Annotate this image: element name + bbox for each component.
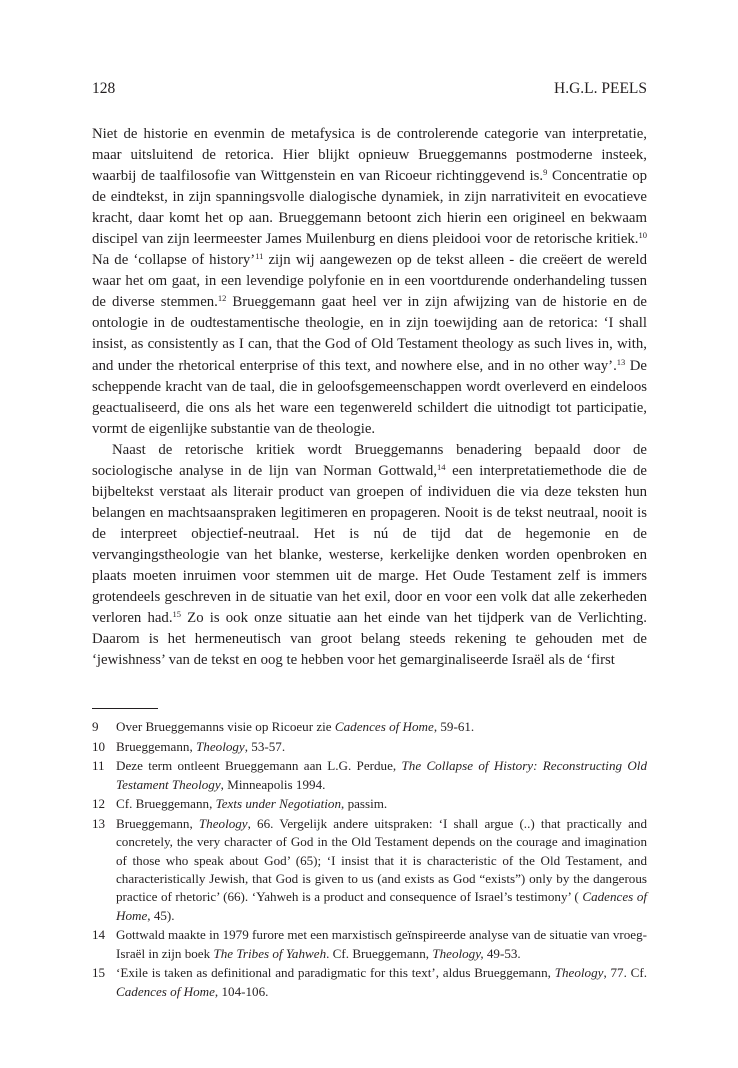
text-run: Brueggemann,: [116, 815, 199, 831]
footnote-number: 11: [92, 758, 105, 774]
footnote: [92, 815, 647, 925]
footnote: [92, 926, 647, 963]
italic-title: Texts under Negotiation: [215, 796, 342, 812]
footnote-text: [116, 815, 647, 925]
italic-title: Theology: [198, 815, 248, 831]
text-run: Gottwald maakte in 1979 furore met een marxistisch geïnspireerde analyse van de situatie van vroeg-Israël in zijn boek: [116, 927, 647, 961]
footnote-ref[interactable]: 11: [255, 251, 264, 262]
italic-title: Cadences of Home: [116, 983, 215, 999]
italic-title: Theology: [554, 965, 604, 981]
footnote-text: [116, 757, 647, 794]
footnote-ref[interactable]: 10: [638, 230, 647, 241]
italic-title: Cadences of Home: [334, 719, 434, 734]
text-run: Brueggemann,: [116, 738, 196, 754]
footnote: [92, 964, 647, 1001]
body-paragraph: [92, 124, 647, 440]
page-number: 128: [92, 80, 116, 97]
running-head-author: H.G.L. PEELS: [554, 80, 647, 97]
footnote: [92, 738, 647, 756]
italic-title: The Tribes of Yahweh: [213, 945, 327, 961]
footnote-text: [116, 964, 647, 1001]
footnote-separator: [92, 708, 158, 709]
text-run: De scheppende kracht van de taal, die in geloofsgemeenschappen wordt overleverd en eindeloos geactualiseerd, die ons als het ware een tegenwereld schildert die uitnodigt tot participatie, vormt de eigenlijke substantie van de theologie.: [92, 357, 647, 437]
text-run: Over Brueggemanns visie op Ricoeur zie: [116, 719, 335, 734]
text-run: , 77. Cf.: [603, 965, 647, 981]
italic-title: Theology,: [432, 945, 484, 961]
footnote-ref[interactable]: 12: [217, 293, 227, 304]
text-run: , 59-61.: [433, 719, 475, 734]
italic-title: Theology: [196, 738, 245, 754]
body-text: [92, 124, 647, 671]
text-run: zijn wij aangewezen op de tekst alleen - die creëert de wereld waar het om gaat, in een levendige polyfonie en in een voortdurende onderhandeling tussen de diverse stemmen.: [92, 252, 647, 311]
running-header: [92, 80, 647, 98]
text-run: , Minneapolis 1994.: [220, 776, 326, 792]
text-run: ‘Exile is taken as definitional and paradigmatic for this text’, aldus Brueggemann,: [116, 965, 555, 981]
text-run: Cf. Brueggemann,: [116, 796, 216, 812]
footnote: [92, 795, 647, 813]
text-run: Naast de retorische kritiek wordt Brueggemanns benadering bepaald door de sociologische analyse in de lijn van Norman Gottwald,: [92, 441, 647, 479]
footnote-number: 10: [92, 738, 106, 754]
body-paragraph: [92, 440, 647, 672]
italic-title: Cadences of Home: [116, 889, 647, 923]
text-run: , 104-106.: [214, 983, 269, 999]
footnote-ref[interactable]: 9: [543, 167, 548, 178]
text-run: . Cf. Brueggemann,: [326, 945, 433, 961]
footnote-ref[interactable]: 14: [437, 461, 446, 472]
footnote-ref[interactable]: 13: [616, 356, 626, 367]
text-run: 49-53.: [483, 945, 521, 961]
text-run: Na de ‘collapse of history’: [92, 252, 256, 269]
footnote-number: 9: [92, 719, 99, 734]
text-run: Brueggemann gaat heel ver in zijn afwijzing van de historie en de ontologie in de oudtestamentische theologie, en in zijn toewijding aan de retorica: ‘I shall insist, as consistently as I can, that the God of Old Testament theology as such lives in, with, and under the rhetorical enterprise of this text, and nowhere else, and in no other way’.: [92, 294, 647, 374]
footnote-ref[interactable]: 15: [172, 609, 182, 620]
text-run: Niet de historie en evenmin de metafysica is de controlerende categorie van interpretatie, maar uitsluitend de retorica. Hier blijkt opnieuw Brueggemanns postmoderne insteek, waarbij de taalfilosofie van Wittgenstein en van Ricoeur richtinggevend is.: [92, 126, 647, 185]
footnote-text: [116, 926, 647, 963]
footnote-number: 13: [92, 815, 106, 831]
footnotes: [92, 718, 647, 1002]
text-run: Concentratie op de eindtekst, in zijn spanningsvolle dialogische dynamiek, in zijn narrativiteit en evocatieve kracht, daar komt het op aan. Brueggemann betoont zich hierin een origineel en bekwaam discipel van zijn leermeester James Muilenburg en diens pleidooi voor de retorische kritiek.: [92, 168, 647, 248]
italic-title: The Collapse of History: Reconstructing Old Testament Theology: [116, 758, 647, 792]
text-run: , 66. Vergelijk andere uitspraken: ‘I shall argue (..) that practically and concretely, the very character of God in the Old Testament depends on the courage and imagination of those who speak about God’ (65); ‘I insist that it is characteristic of the Old Testament, and characteristically Jewish, that God is given to us (and exists as God “exists”) only by the dangerous practice of rhetoric’ (66). ‘Yahweh is a product and consequence of Israel’s testimony’ (: [116, 815, 647, 905]
footnote-number: 12: [92, 796, 106, 812]
text-run: een interpretatiemethode die de bijbeltekst verstaat als literair product van groepen of individuen die via deze teksten hun belangen en machtsaanspraken legitimeren en propageren. Nooit is de tekst neutraal, nooit is de interpreet objectief-neutraal. Het is nú de tijd dat de hegemonie en de vervangingstheologie van het blanke, westerse, kerkelijke denken worden openbroken en plaats moeten inruimen voor stemmen uit de marge. Het Oude Testament zelf is immers grotendeels geschreven in de situatie van het exil, door en voor een volk dat alle zekerheden verloren had.: [92, 462, 647, 627]
footnote-text: [116, 738, 647, 756]
footnote: [92, 757, 647, 794]
text-run: , 45).: [147, 907, 175, 923]
footnote-text: [116, 795, 647, 813]
footnote-number: 15: [92, 965, 106, 981]
text-run: Zo is ook onze situatie aan het einde van het tijdperk van de Verlichting. Daarom is het hermeneutisch van groot belang steeds rekening te gehouden met de ‘jewishness’ van de tekst en oog te hebben voor het gemarginaliseerde Israël als de ‘first: [92, 610, 647, 669]
footnote-text: [116, 718, 647, 736]
text-run: Deze term ontleent Brueggemann aan L.G. Perdue,: [116, 758, 402, 774]
footnote: [92, 718, 647, 736]
footnote-number: 14: [92, 927, 106, 943]
text-run: , passim.: [341, 796, 388, 812]
text-run: , 53-57.: [244, 738, 286, 754]
